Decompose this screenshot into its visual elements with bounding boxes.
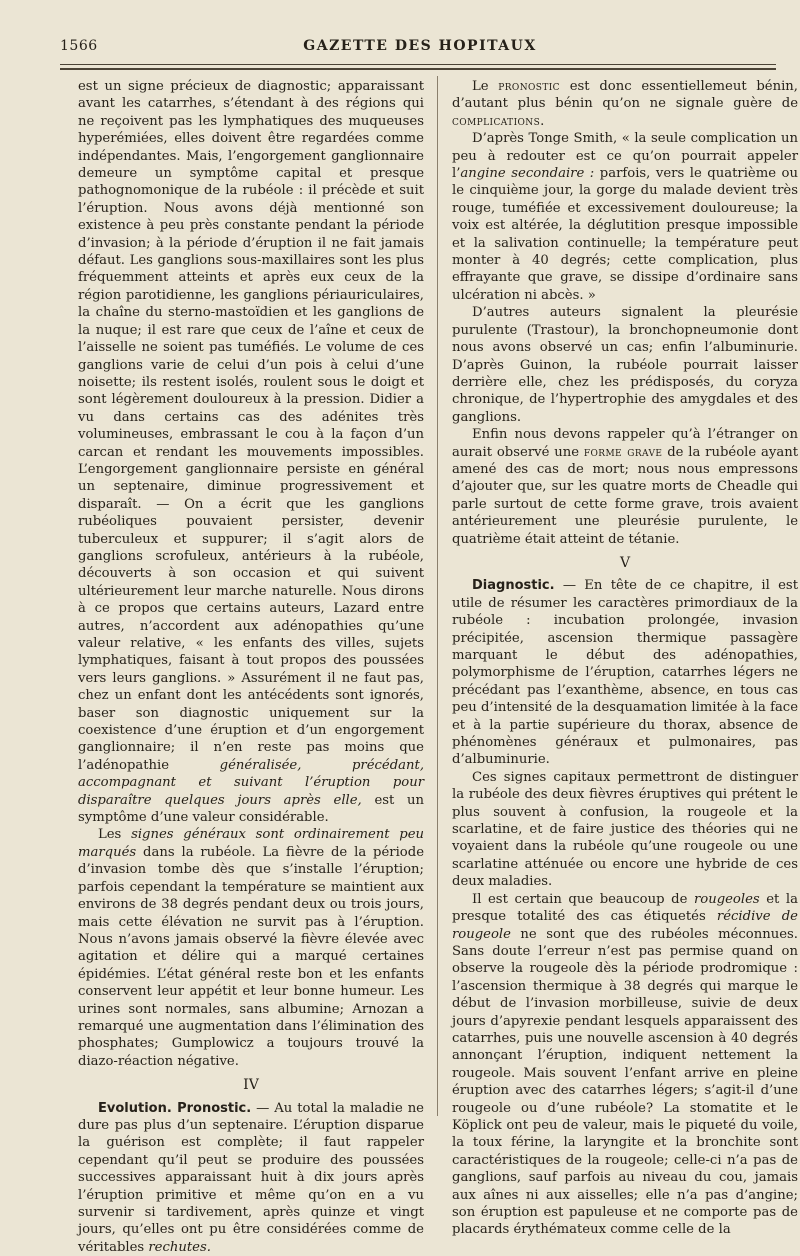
run-in-heading-evolution: Evolution. Pronostic. bbox=[98, 1100, 252, 1116]
paragraph-tonge-smith: D’après Tonge Smith, « la seule complication un peu à redouter est ce qu’on pourrait appeler l’angine secondaire : parfois, vers le quatrième ou le cinquième jour, la gorge du malade devient très rouge, tuméfiée et excessivement douloureuse; la voix est altérée, la déglutition presque impossible et la salivation continuelle; la température peut monter à 40 degrés; cette complication, plus effrayante que grave, se dissipe d’ordinaire sans ulcération ni abcès. » bbox=[452, 131, 798, 303]
paragraph-general-signs: Les signes généraux sont ordinairement peu marqués dans la rubéole. La fièvre de la période d’invasion tombe dès que s’installe l’éruption; parfois cependant la température se maintient aux environs de 38 degrés pendant deux ou trois jours, mais cette élévation ne survit pas à l’éruption. Nous n’avons jamais observé la fièvre élevée avec agitation et délire qui a marqué certaines épidémies. L’état général reste bon et les enfants conservent leur appétit et leur bonne humeur. Les urines sont normales, sans albumine; Arnozan a remarqué une augmentation dans l’élimination des phosphates; Gumplowicz a toujours trouvé la diazo-réaction négative. bbox=[78, 827, 425, 1069]
paragraph-adenopathy: est un signe précieux de diagnostic; apparaissant avant les catarrhes, s’étendant à des régions qui ne reçoivent pas les lymphatiques des muqueuses hyperémiées, elles doivent être regardées comme indépendantes. Mais, l’engorgement ganglionnaire demeure un symptôme capital et presque pathognomonique de la rubéole : il précède et suit l’éruption. Nous avons déjà mentionné son existence à peu près constante pendant la période d’invasion; à la période d’éruption il ne fait jamais défaut. Les ganglions sous-maxillaires sont les plus fréquemment atteints et après eux ceux de la région parotidienne, les ganglions périauriculaires, la chaîne du sterno-mastoïdien et les ganglions de la nuque; il est rare que ceux de l’aîne et ceux de l’aisselle ne soient pas tuméfiés. Le volume de ces ganglions varie de celui d’un pois à celui d’une noisette; ils restent isolés, roulent sous le doigt et sont légèrement douloureux à la pression. Didier a vu dans certains cas des adénites très volumineuses, embrassant le cou à la façon d’un carcan et rendant les mouvements impossibles. L’engorgement ganglionnaire persiste en général un septenaire, diminue progressivement et disparaît. — On a écrit que les ganglions rubéoliques pouvaient persister, devenir tuberculeux et suppurer; il s’agit alors de ganglions scrofuleux, antérieurs à la rubéole, découverts à son occasion et qui suivent ultérieurement leur marche naturelle. Nous dirons à ce propos que certains auteurs, Lazard entre autres, n’accordent aux adénopathies qu’une valeur relative, « les enfants des villes, sujets lymphatiques, faisant à tout propos des poussées vers leurs ganglions. » Assurément il ne faut pas, chez un enfant dont les antécédents sont ignorés, baser son diagnostic uniquement sur la coexistence d’une éruption et d’un engorgement ganglionnaire; il n’en reste pas moins que l’adénopathie généralisée, précédant, accompagnant et suivant l’éruption pour disparaître quelques jours après elle, est un symptôme d’une valeur considérable. bbox=[78, 79, 425, 826]
paragraph-capital-signs: Ces signes capitaux permettront de distinguer la rubéole des deux fièvres éruptives qui prétent le plus souvent à confusion, la rougeole et la scarlatine, et de faire justice des théories qui ne voyaient dans la rubéole qu’une rougeole ou une scarlatine atténuée ou encore une hybride de ces deux maladies. bbox=[452, 769, 798, 890]
journal-title: GAZETTE DES HOPITAUX bbox=[303, 38, 537, 54]
section-number-v: V bbox=[619, 554, 631, 571]
paragraph-diagnosis: Diagnostic. — En tête de ce chapitre, il est utile de résumer les caractères primordiaux de la rubéole : incubation prolongée, invasion précipitée, ascension thermique passagère marquant le début des adénopathies, polymorphisme de l’éruption, catarrhes légers ne précédant pas l’exanthème, absence, en tous cas peu d’intensité de la desquamation limitée à la face et à la partie supérieure du thorax, absence de phénomènes généraux et pulmonaires, pas d’albuminurie. bbox=[452, 578, 798, 768]
paragraph-evolution: Evolution. Pronostic. — Au total la maladie ne dure pas plus d’un septenaire. L’éruption disparue la guérison est complète; il faut rappeler cependant qu’il peut se produire des poussées successives apparaissant huit à dix jours après l’éruption primitive et même qu’on en a vu survenir si tardivement, après quinze et vingt jours, qu’elles ont pu être considérées comme de véritables rechutes. bbox=[78, 1100, 424, 1255]
paragraph-prognosis: Le pronostic est donc essentiellemeut bénin, d’autant plus bénin qu’on ne signale guère de complications. bbox=[452, 79, 798, 129]
right-column bbox=[452, 78, 798, 1239]
page-header bbox=[60, 38, 780, 62]
header-rule-thin bbox=[60, 64, 776, 65]
page-number: 1566 bbox=[60, 38, 98, 54]
left-column bbox=[78, 78, 424, 1256]
section-number-iv: IV bbox=[243, 1077, 259, 1094]
paragraph-other-authors: D’autres auteurs signalent la pleurésie purulente (Trastour), la bronchopneumonie dont nous avons observé un cas; enfin l’albuminurie. D’après Guinon, la rubéole pourrait laisser derrière elle, chez les prédisposés, du coryza chronique, de l’hypertrophie des amygdales et des ganglions. bbox=[452, 305, 798, 425]
column-divider bbox=[437, 76, 438, 1116]
paragraph-measles: Il est certain que beaucoup de rougeoles et la presque totalité des cas étiquetés récidive de rougeole ne sont que des rubéoles méconnues. Sans doute l’erreur n’est pas permise quand on observe la rougeole dès la période prodromique : l’ascension thermique à 38 degrés qui marque le début de l’invasion morbilleuse, suivie de deux jours d’apyrexie pendant lesquels apparaissent des catarrhes, puis une nouvelle ascension à 40 degrés annonçant l’éruption, indiquent nettement la rougeole. Mais souvent l’enfant arrive en pleine éruption avec des catarrhes légers; s’agit-il d’une rougeole ou d’une rubéole? La stomatite et le Köplick ont peu de valeur, mais le piqueté du voile, la toux férine, la laryngite et la bronchite sont caractéristiques de la rougeole; celle-ci n’a pas de ganglions, sauf parfois au niveau du cou, jamais aux aînes ni aux aisselles; elle n’a pas d’angine; son éruption est papuleuse et ne comporte pas de placards érythémateux comme celle de la bbox=[452, 891, 798, 1238]
run-in-heading-diagnosis: Diagnostic. bbox=[472, 578, 555, 594]
paragraph-severe-form: Enfin nous devons rappeler qu’à l’étranger on aurait observé une forme grave de la rubéole ayant amené des cas de mort; nous nous empressons d’ajouter que, sur les quatre morts de Cheadle qui parle surtout de cette forme grave, trois avaient antérieurement une pleurésie purulente, le quatrième était atteint de tétanie. bbox=[452, 427, 798, 547]
header-rule-thick bbox=[60, 68, 776, 70]
